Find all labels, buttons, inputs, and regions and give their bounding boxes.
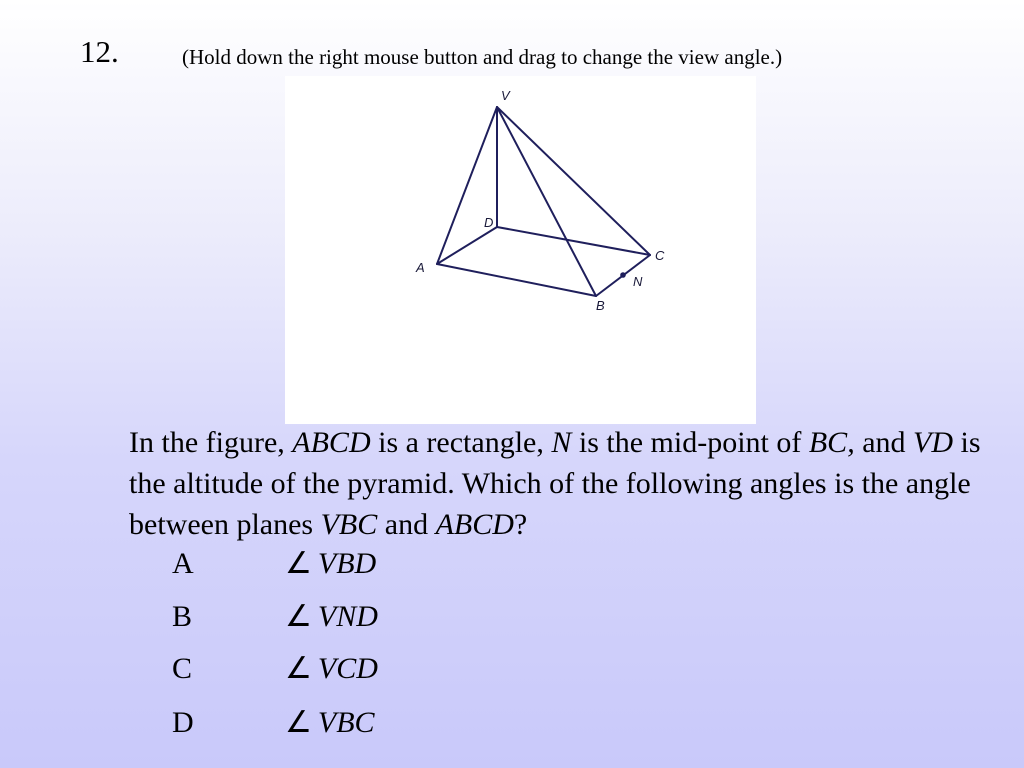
angle-icon: ∠ (285, 600, 312, 633)
point-n (620, 272, 626, 278)
question-number: 12. (80, 34, 119, 69)
edge-ad (437, 227, 497, 264)
option-c[interactable] (0, 651, 1024, 687)
option-b[interactable] (0, 599, 1024, 635)
option-letter: A (172, 547, 194, 580)
angle-icon: ∠ (285, 706, 312, 739)
edge-vb (497, 107, 596, 296)
option-letter: D (172, 706, 194, 739)
vertex-label-n: N (633, 274, 643, 289)
edge-va (437, 107, 497, 264)
vertex-label-b: B (596, 298, 605, 313)
pyramid-diagram[interactable] (285, 76, 756, 424)
option-answer: ∠ VBD (285, 547, 377, 580)
option-letter: B (172, 600, 193, 633)
edge-vc (497, 107, 650, 255)
vertex-label-v: V (501, 88, 510, 103)
instruction-text: (Hold down the right mouse button and drag to change the view angle.) (182, 45, 783, 69)
angle-icon: ∠ (285, 652, 312, 685)
option-letter: C (172, 652, 193, 685)
option-d[interactable] (0, 705, 1024, 741)
option-answer: ∠ VCD (285, 652, 378, 685)
option-answer: ∠ VBC (285, 706, 375, 739)
option-a[interactable] (0, 546, 1024, 582)
edge-ab (437, 264, 596, 296)
question-text: In the figure, ABCD is a rectangle, N is the mid-point of BC, and VD is the altitude of the pyramid. Which of the following angles is the angle between planes VBC and ABCD? (129, 426, 981, 541)
pyramid-3d-figure[interactable] (285, 76, 756, 424)
vertex-label-c: C (655, 248, 665, 263)
option-answer: ∠ VND (285, 600, 378, 633)
vertex-label-d: D (484, 215, 494, 230)
angle-icon: ∠ (285, 547, 312, 580)
vertex-label-a: A (416, 260, 425, 275)
edge-dc (497, 227, 650, 255)
